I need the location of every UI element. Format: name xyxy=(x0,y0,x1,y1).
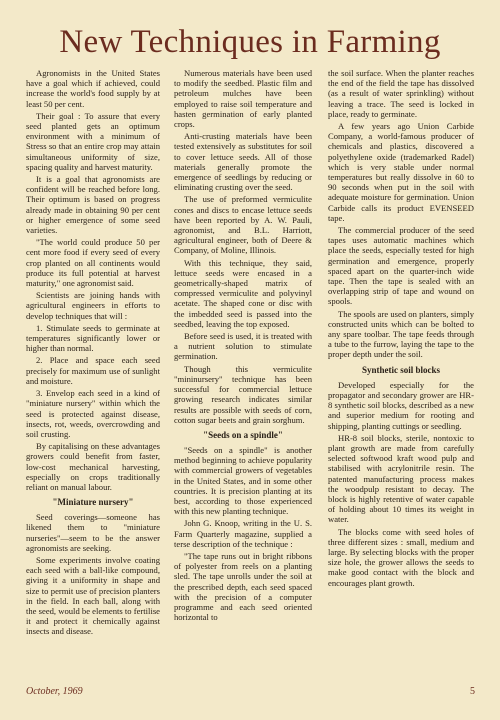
paragraph: 3. Envelop each seed in a kind of "miniature nursery" within which the seed is protected against disease, insects, rot, weeds, overcrowding and soil crusting. xyxy=(26,388,160,439)
column-2 xyxy=(174,68,312,678)
page-number: 5 xyxy=(470,686,475,697)
article-title: New Techniques in Farming xyxy=(59,24,441,60)
paragraph: Agronomists in the United States have a goal which if achieved, could increase the world's food supply by at least 50 per cent. xyxy=(26,68,160,109)
paragraph: Scientists are joining hands with agricultural engineers in efforts to develop techniques that will : xyxy=(26,290,160,321)
paragraph: With this technique, they said, lettuce seeds were encased in a geometrically-shaped matrix of compressed vermiculite and polyvinyl acetate. The shaped cone or disc with the imbedded seed is passed into the seedbed, leaving the top exposed. xyxy=(174,257,312,329)
paragraph: John G. Knoop, writing in the U. S. Farm Quarterly magazine, supplied a terse description of the technique : xyxy=(174,518,312,549)
paragraph: Developed especially for the propagator and secondary grower are HR-8 synthetic soil blocks, described as a new and superior medium for rooting and shipping, planting cuttings or seedling. xyxy=(328,379,474,431)
paragraph: 2. Place and space each seed precisely for maximum use of sunlight and moisture. xyxy=(26,355,160,386)
paragraph: Their goal : To assure that every seed planted gets an optimum environment with a minimum of Stress so that an entire crop may attain simultaneous uniformity of size, spacing quality and harvest maturity. xyxy=(26,110,160,172)
subheading: "Miniature nursery" xyxy=(52,497,134,508)
column-1 xyxy=(26,68,160,678)
paragraph: The spools are used on planters, simply constructed units which can be bolted to any spare toolbar. The tape feeds through a tube to the furrow, laying the tape to the proper depth under the soil. xyxy=(328,308,474,360)
paragraph: Some experiments involve coating each seed with a ball-like compound, giving it a uniformity in shape and size to permit use of precision planters in the field. In each ball, along with the seed, would be elements to fertilise it and protect it chemically against insects and disease. xyxy=(26,554,160,637)
paragraph: A few years ago Union Carbide Company, a world-famous producer of chemicals and plastics, discovered a polyethylene oxide (trademarked Radel) which is very stable under normal temperatures but really dissolve in 60 to 90 seconds when put in the soil with adequate moisture for germination. Union Carbide calls its product EVENSEED tape. xyxy=(328,121,474,223)
paragraph: The blocks come with seed holes of three different sizes : small, medium and large. By selecting blocks with the proper size hole, the grower allows the seeds to make good contact with the block and encourages plant growth. xyxy=(328,526,474,588)
paragraph: Though this vermiculite "mininursery" technique has been successful for commercial lettuce growing research indicates similar results are possible with seeds of corn, cotton sugar beets and grain sorghum. xyxy=(174,363,312,425)
paragraph: Anti-crusting materials have been tested extensively as substitutes for soil to cover lettuce seeds. All of those materials generally promote the emergence of seedlings by reducing or eliminating crusting over the seed. xyxy=(174,131,312,193)
paragraph: The commercial producer of the seed tapes uses automatic machines which place the seeds, especially tested for high germination and emergence, properly spaced apart on the quarter-inch wide tape. Then the tape is sealed with an overlapping strip of tape and wound on spools. xyxy=(328,225,474,307)
paragraph: HR-8 soil blocks, sterile, nontoxic to plant growth are made from carefully selected softwood kraft wood pulp and stabilised with acrylonitrile resin. The patented manufacturing process makes the woodpulp resistant to decay. The block is highly retentive of water capable of holding about 10 times its weight in water. xyxy=(328,432,474,525)
paragraph: Numerous materials have been used to modify the seedbed. Plastic film and petroleum mulches have been employed to raise soil temperature and hasten germination of early planted crops. xyxy=(174,68,312,130)
paragraph: The use of preformed vermiculite cones and discs to encase lettuce seeds have been reported by A. W. Pauli, agronomist, and B.L. Harriott, agricultural engineer, both of Deere & Company, of Moline, Illinois. xyxy=(174,194,312,256)
paragraph: the soil surface. When the planter reaches the end of the field the tape has dissolved (as a result of water sprinkling) without leaving a trace. The seed is locked in place, ready to germinate. xyxy=(328,68,474,119)
paragraph: "The tape runs out in bright ribbons of polyester from reels on a planting sled. The tape unrolls under the soil at the prescribed depth, each seed spaced with the precision of a computer programme and each seed oriented horizontal to xyxy=(174,550,312,623)
paragraph: 1. Stimulate seeds to germinate at temperatures significantly lower or higher than normal. xyxy=(26,322,160,354)
column-3 xyxy=(328,68,474,678)
subheading: Synthetic soil blocks xyxy=(361,364,440,375)
paragraph: It is a goal that agronomists are confident will be reached before long. Their optimum is based on progress already made in obtaining 90 per cent or higher emergence of some seed varieties. xyxy=(26,174,160,236)
paragraph: By capitalising on these advantages growers could benefit from faster, low-cost mechanical harvesting, especially on crops traditionally reliant on manual labour. xyxy=(26,441,160,492)
subheading: "Seeds on a spindle" xyxy=(203,429,283,440)
paragraph: "Seeds on a spindle" is another method beginning to achieve popularity with commercial growers of vegetables in the United States, and in some other countries. It is precision planting at its best, according to those experienced with this new planting technique. xyxy=(174,444,312,517)
paragraph: "The world could produce 50 per cent more food if every seed of every crop planted on all continents would produce its full potential at harvest maturity," one agronomist said. xyxy=(26,237,160,289)
paragraph: Before seed is used, it is treated with a nutrient solution to stimulate germination. xyxy=(174,331,312,362)
issue-date: October, 1969 xyxy=(26,686,83,697)
paragraph: Seed coverings—someone has likened them to "miniature nurseries"—seem to be the answer agronomists are seeking. xyxy=(26,512,160,553)
